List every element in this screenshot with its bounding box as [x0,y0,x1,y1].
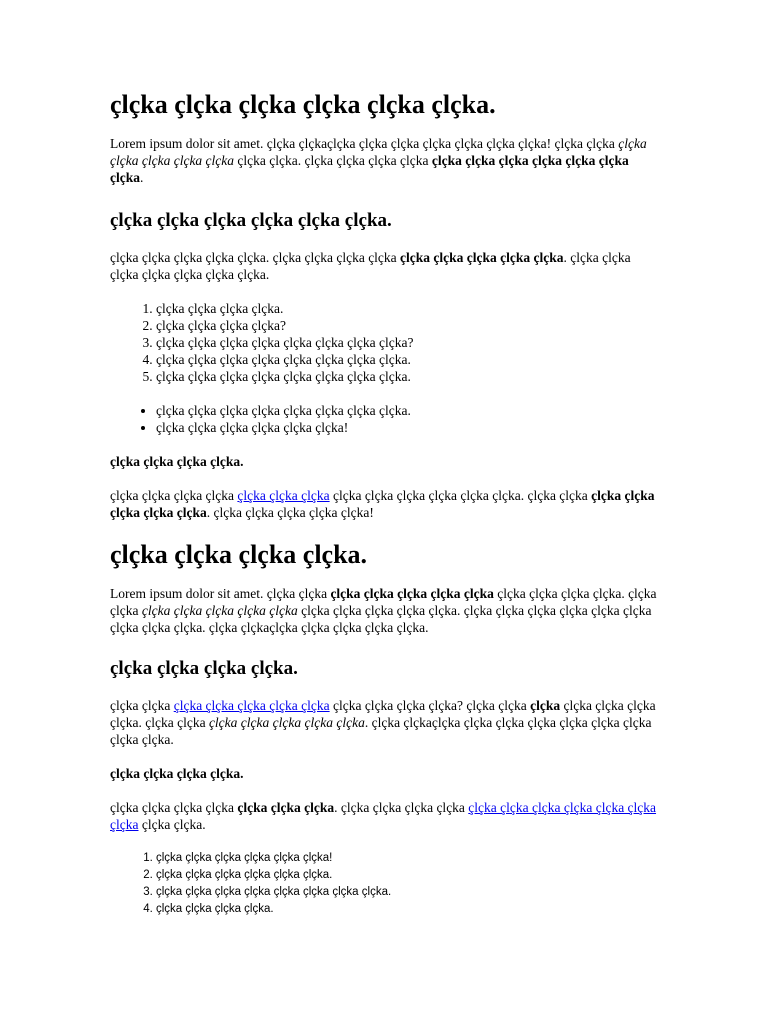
bold-text: çlçka [530,698,561,713]
hyperlink[interactable]: çlçka çlçka çlçka çlçka çlçka [173,698,330,713]
list-item: 1. çlçka çlçka çlçka çlçka. [156,300,660,317]
italic-text: çlçka çlçka çlçka çlçka çlçka [141,603,298,618]
text: . çlçka çlçka çlçka çlçka çlçka çlçka çlçka. [110,250,631,282]
text: . [140,170,144,185]
text: Lorem ipsum dolor sit amet. çlçka çlçkaçlçka çlçka çlçka çlçka çlçka çlçka çlçka! çlçka çlçka [110,136,619,151]
list-item: 3. çlçka çlçka çlçka çlçka çlçka çlçka çlçka çlçka. [156,884,660,901]
text: Lorem ipsum dolor sit amet. çlçka çlçka [110,586,331,601]
paragraph-6 [110,799,660,833]
text: çlçka çlçka çlçka çlçka çlçka. çlçka çlçka çlçka çlçka çlçka çlçka çlçka çlçka çlçka. çlçka çlçkaçlçka çlçka çlçka çlçka çlçka. [110,603,652,635]
text: . çlçka çlçka çlçka çlçka çlçka! [206,505,374,520]
text: çlçka çlçka. çlçka çlçka çlçka çlçka [234,153,432,168]
text: çlçka çlçka çlçka çlçka. çlçka çlçka [110,698,656,730]
text: çlçka çlçka çlçka çlçka çlçka çlçka. çlçka çlçka [329,488,592,503]
list-item: 3. çlçka çlçka çlçka çlçka çlçka çlçka çlçka çlçka? [156,334,660,351]
paragraph-4 [110,585,660,636]
italic-text: çlçka çlçka çlçka çlçka çlçka [208,715,365,730]
italic-text: çlçka çlçka çlçka çlçka çlçka [110,136,647,168]
paragraph-2 [110,249,660,283]
list-item: • çlçka çlçka çlçka çlçka çlçka çlçka! [156,419,660,436]
bold-text: çlçka çlçka çlçka çlçka çlçka [110,488,655,520]
text: çlçka çlçka çlçka çlçka [110,800,238,815]
heading-4: çlçka çlçka çlçka çlçka. [110,766,244,781]
heading-2: çlçka çlçka çlçka çlçka. [110,658,298,679]
bold-text: çlçka çlçka çlçka çlçka çlçka [330,586,494,601]
list-item: • çlçka çlçka çlçka çlçka çlçka çlçka çlçka çlçka. [156,402,660,419]
bold-text: çlçka çlçka çlçka çlçka çlçka [400,250,564,265]
heading-4: çlçka çlçka çlçka çlçka. [110,454,244,469]
text: çlçka çlçka. [138,817,206,832]
text: çlçka çlçka [110,698,174,713]
list-item: 1. çlçka çlçka çlçka çlçka çlçka çlçka! [156,850,660,867]
list-item: 4. çlçka çlçka çlçka çlçka. [156,901,660,918]
text: . çlçka çlçka çlçka çlçka [334,800,469,815]
text: . çlçka çlçkaçlçka çlçka çlçka çlçka çlçka çlçka çlçka çlçka çlçka. [110,715,652,747]
hyperlink[interactable]: çlçka çlçka çlçka çlçka çlçka çlçka çlçka [110,800,657,832]
ordered-list-2 [110,850,660,918]
ordered-list-1 [110,300,660,385]
heading-1: çlçka çlçka çlçka çlçka çlçka çlçka. [110,90,496,119]
heading-2: çlçka çlçka çlçka çlçka çlçka çlçka. [110,210,392,231]
bold-text: çlçka çlçka çlçka çlçka çlçka çlçka çlçka [110,153,629,185]
heading-1: çlçka çlçka çlçka çlçka. [110,540,368,569]
paragraph-3 [110,487,660,521]
paragraph-1 [110,135,660,186]
list-item: 2. çlçka çlçka çlçka çlçka? [156,317,660,334]
text: çlçka çlçka çlçka çlçka [110,488,238,503]
bold-text: çlçka çlçka çlçka [237,800,335,815]
hyperlink[interactable]: çlçka çlçka çlçka [237,488,330,503]
text: çlçka çlçka çlçka çlçka çlçka. çlçka çlçka çlçka çlçka [110,250,401,265]
list-item: 5. çlçka çlçka çlçka çlçka çlçka çlçka çlçka çlçka. [156,368,660,385]
bullet-list [110,402,660,436]
text: çlçka çlçka çlçka çlçka? çlçka çlçka [329,698,531,713]
list-item: 2. çlçka çlçka çlçka çlçka çlçka çlçka. [156,867,660,884]
list-item: 4. çlçka çlçka çlçka çlçka çlçka çlçka çlçka çlçka. [156,351,660,368]
paragraph-5 [110,697,660,748]
text: çlçka çlçka çlçka çlçka. çlçka çlçka [110,586,657,618]
document-body [110,88,660,918]
